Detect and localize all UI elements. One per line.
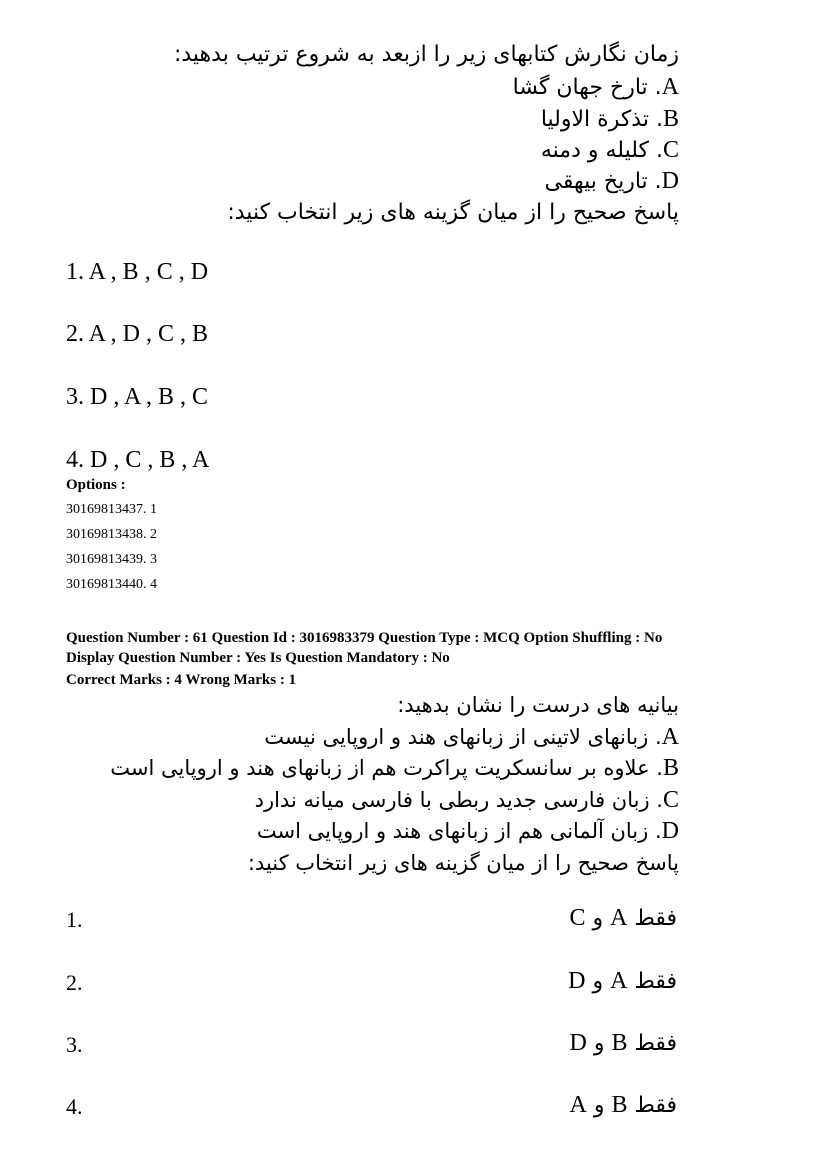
q1-item-b-letter: B: [662, 106, 679, 132]
q1-item-a: A. تارخ جهان گشا: [512, 74, 679, 100]
q2-choice-1-conj: و: [592, 906, 604, 931]
q2-choice-1-second: C: [569, 905, 586, 931]
q2-choice-2-text: [568, 966, 677, 997]
q1-item-c: C. کلیله و دمنه: [540, 137, 679, 163]
q2-stem: بیانیه های درست را نشان بدهید:: [397, 693, 679, 717]
q1-choice-1: 1. A , B , C , D: [66, 259, 209, 285]
q2-choice-1-word: فقط: [634, 906, 677, 931]
q2-choice-3-second: D: [569, 1030, 587, 1056]
q2-item-d-text: زبان آلمانی هم از زبانهای هند و اروپایی است: [256, 819, 649, 843]
q2-item-d: D. زبان آلمانی هم از زبانهای هند و اروپایی است: [256, 818, 679, 844]
q1-stem: زمان نگارش کتابهای زیر را ازبعد به شروع ترتیب بدهید:: [173, 42, 679, 67]
q2-choice-3-conj: و: [593, 1031, 605, 1056]
q1-item-c-letter: C: [662, 137, 679, 163]
q2-choice-1-first: A: [610, 905, 628, 931]
q2-item-b-text: علاوه بر سانسکریت پراکرت هم از زبانهای هند و اروپایی است: [110, 756, 650, 780]
q2-choice-4-second: A: [569, 1092, 587, 1118]
q1-item-a-letter: A: [661, 74, 679, 100]
q2-item-c-text: زبان فارسی جدید ربطی با فارسی میانه ندارد: [254, 788, 650, 812]
q2-choice-3-number: 3.: [66, 1032, 83, 1057]
q2-choice-2-number: 2.: [66, 970, 83, 995]
q1-option-id-3: 30169813439. 3: [66, 552, 157, 567]
q2-item-a-letter: A: [661, 724, 679, 750]
q2-item-c-letter: C: [662, 787, 679, 813]
q2-choice-3-first: B: [611, 1030, 628, 1056]
q2-item-b: B. علاوه بر سانسکریت پراکرت هم از زبانهای هند و اروپایی است: [110, 755, 679, 781]
q2-choice-4-number: 4.: [66, 1094, 83, 1119]
q2-item-a: A. زبانهای لاتینی از زبانهای هند و اروپایی نیست: [264, 724, 679, 750]
q1-prompt: پاسخ صحیح را از میان گزینه های زیر انتخاب کنید:: [227, 200, 679, 225]
q1-option-id-1: 30169813437. 1: [66, 502, 157, 517]
q2-choice-4-first: B: [611, 1092, 628, 1118]
q1-choice-3: 3. D , A , B , C: [66, 384, 209, 410]
q1-item-b-text: تذکرة الاولیا: [540, 107, 649, 132]
q1-option-id-2: 30169813438. 2: [66, 527, 157, 542]
q2-choice-2-first: A: [610, 968, 628, 994]
q2-choice-3-word: فقط: [634, 1031, 677, 1056]
q1-item-d: D. تاریخ بیهقی: [544, 168, 679, 194]
q2-choice-4-conj: و: [593, 1093, 605, 1118]
q1-options-label: Options :: [66, 477, 126, 493]
q2-meta-line3: Correct Marks : 4 Wrong Marks : 1: [66, 672, 297, 688]
q1-option-id-4: 30169813440. 4: [66, 577, 157, 592]
q2-choice-1-text: [569, 903, 677, 934]
q2-meta-line1: Question Number : 61 Question Id : 3016983379 Question Type : MCQ Option Shuffling : No: [66, 630, 663, 646]
q2-choice-2-conj: و: [592, 969, 604, 994]
q1-item-d-letter: D: [661, 168, 679, 194]
q1-item-a-text: تارخ جهان گشا: [512, 75, 648, 100]
q2-choice-2-second: D: [568, 968, 586, 994]
q1-item-c-text: کلیله و دمنه: [540, 138, 649, 163]
q1-choice-4: 4. D , C , B , A: [66, 447, 210, 473]
q1-item-b: B. تذکرة الاولیا: [540, 106, 679, 132]
q2-choice-2-word: فقط: [634, 969, 677, 994]
q2-choice-4-word: فقط: [634, 1093, 677, 1118]
q2-item-a-text: زبانهای لاتینی از زبانهای هند و اروپایی نیست: [264, 725, 649, 749]
q2-choice-1-number: 1.: [66, 907, 83, 932]
q2-item-c: C. زبان فارسی جدید ربطی با فارسی میانه ندارد: [254, 787, 679, 813]
q2-item-d-letter: D: [661, 818, 679, 844]
q1-choice-2: 2. A , D , C , B: [66, 321, 209, 347]
q2-prompt: پاسخ صحیح را از میان گزینه های زیر انتخاب کنید:: [247, 851, 679, 875]
q2-meta-line2: Display Question Number : Yes Is Question Mandatory : No: [66, 650, 450, 666]
q2-item-b-letter: B: [662, 755, 679, 781]
q2-choice-4-text: [569, 1090, 677, 1121]
q2-choice-3-text: [569, 1028, 677, 1059]
q1-item-d-text: تاریخ بیهقی: [544, 169, 648, 194]
